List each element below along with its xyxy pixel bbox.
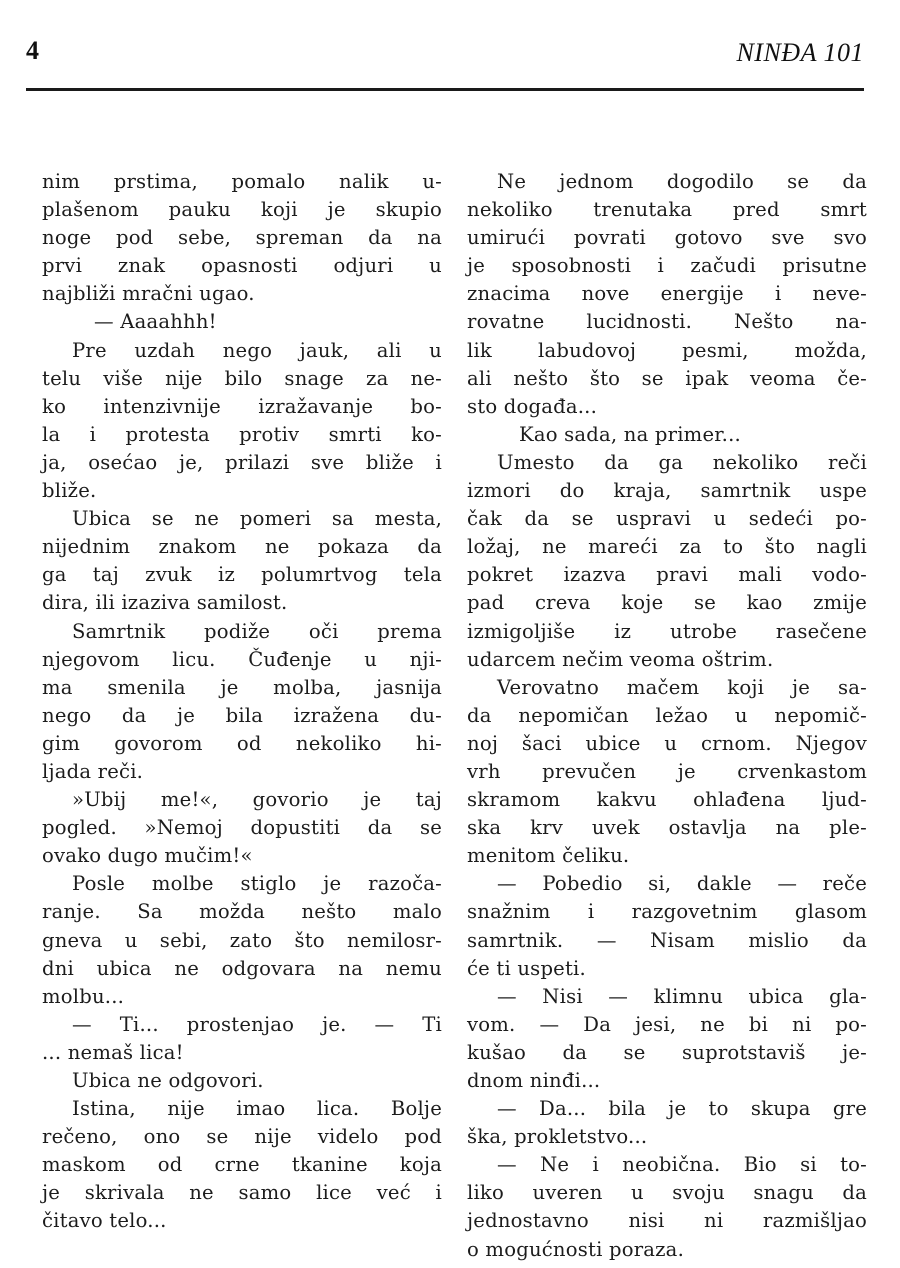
text-line: Ne jednom dogodilo se da <box>497 170 867 193</box>
text-line: čitavo telo... <box>42 1209 167 1233</box>
text-line: la i protesta protiv smrti ko- <box>42 422 442 446</box>
text-line: gim govorom od nekoliko hi- <box>42 731 442 755</box>
text-line: Pre uzdah nego jauk, ali u <box>72 338 442 362</box>
text-line: vom. — Da jesi, ne bi ni po- <box>467 1012 867 1036</box>
text-line: gneva u sebi, zato što nemilosr- <box>42 928 442 952</box>
text-line: samrtnik. — Nisam mislio da <box>467 928 867 952</box>
text-line: prvi znak opasnosti odjuri u <box>42 254 442 278</box>
text-line: pogled. »Nemoj dopustiti da se <box>42 816 442 840</box>
text-line: liko uveren u svoju snagu da <box>467 1181 867 1205</box>
text-line: Verovatno mačem koji je sa- <box>497 675 867 699</box>
text-line: najbliži mračni ugao. <box>42 282 255 306</box>
left-text-column <box>42 168 442 1236</box>
text-line: ranje. Sa možda nešto malo <box>42 900 442 924</box>
text-line: rečeno, ono se nije videlo pod <box>42 1125 442 1149</box>
text-line: — Ne i neobična. Bio si to- <box>497 1153 867 1177</box>
text-line: da nepomičan ležao u nepomič- <box>467 703 867 727</box>
text-line: njegovom licu. Čuđenje u nji- <box>42 647 442 671</box>
text-line: — Pobedio si, dakle — reče <box>497 872 867 896</box>
text-line: Istina, nije imao lica. Bolje <box>72 1097 442 1121</box>
text-line: telu više nije bilo snage za ne- <box>42 366 442 390</box>
page-number: 4 <box>26 36 39 65</box>
text-line: bliže. <box>42 479 97 503</box>
text-line: umirući povrati gotovo sve svo <box>467 226 867 250</box>
text-line: izmigoljiše iz utrobe rasečene <box>467 619 867 643</box>
text-line: ma smenila je molba, jasnija <box>42 675 442 699</box>
text-line: menitom čeliku. <box>467 844 630 868</box>
text-line: lik labudovoj pesmi, možda, <box>467 338 867 362</box>
text-line: Samrtnik podiže oči prema <box>72 619 442 643</box>
text-line: — Nisi — klimnu ubica gla- <box>497 984 867 1008</box>
text-line: ložaj, ne mareći za to što nagli <box>467 535 867 559</box>
text-line: Posle molbe stiglo je razoča- <box>72 872 442 896</box>
text-line: nego da je bila izražena du- <box>42 703 442 727</box>
text-line: vrh prevučen je crvenkastom <box>467 759 867 783</box>
right-text-column <box>467 168 867 1264</box>
text-line: ljada reči. <box>42 759 144 783</box>
header-rule <box>26 88 864 91</box>
text-line: ko intenzivnije izražavanje bo- <box>42 394 442 418</box>
text-line: udarcem nečim veoma oštrim. <box>467 647 774 671</box>
text-line: izmori do kraja, samrtnik uspe <box>467 479 867 503</box>
text-line: nijednim znakom ne pokaza da <box>42 535 442 559</box>
text-line: sto događa... <box>467 394 598 418</box>
text-line: snažnim i razgovetnim glasom <box>467 900 867 924</box>
text-line: skramom kakvu ohlađena ljud- <box>467 788 867 812</box>
text-line: dnom ninđi... <box>467 1069 601 1092</box>
text-line: čak da se uspravi u sedeći po- <box>467 507 867 531</box>
text-line: će ti uspeti. <box>467 956 586 980</box>
text-line: ska krv uvek ostavlja na ple- <box>467 816 867 840</box>
text-line: Ubica ne odgovori. <box>72 1069 264 1092</box>
text-line: »Ubij me!«, govorio je taj <box>72 788 442 812</box>
text-line: Umesto da ga nekoliko reči <box>497 450 867 474</box>
text-line: plašenom pauku koji je skupio <box>42 198 442 222</box>
text-line: Kao sada, na primer... <box>519 422 741 446</box>
text-line: — Da... bila je to skupa gre <box>497 1097 867 1121</box>
text-line: — Ti... prostenjao je. — Ti <box>72 1012 442 1036</box>
text-line: kušao da se suprotstaviš je- <box>467 1040 867 1064</box>
text-line: ... nemaš lica! <box>42 1040 184 1064</box>
text-line: ovako dugo mučim!« <box>42 844 253 868</box>
text-line: Ubica se ne pomeri sa mesta, <box>72 507 442 531</box>
text-line: — Aaaahhh! <box>94 310 217 334</box>
text-line: znacima nove energije i neve- <box>467 282 867 306</box>
text-line: ali nešto što se ipak veoma če- <box>467 366 867 390</box>
text-line: nekoliko trenutaka pred smrt <box>467 198 867 222</box>
text-line: molbu... <box>42 984 125 1008</box>
running-title: NINĐA 101 <box>736 38 864 67</box>
text-line: maskom od crne tkanine koja <box>42 1153 442 1177</box>
text-line: nim prstima, pomalo nalik u- <box>42 170 442 193</box>
text-line: ja, osećao je, prilazi sve bliže i <box>42 450 442 474</box>
text-line: ška, prokletstvo... <box>467 1125 648 1149</box>
page-header <box>26 30 864 70</box>
text-line: dni ubica ne odgovara na nemu <box>42 956 442 980</box>
text-line: pad creva koje se kao zmije <box>467 591 867 615</box>
text-line: je skrivala ne samo lice već i <box>42 1181 442 1205</box>
text-line: o mogućnosti poraza. <box>467 1237 684 1261</box>
text-line: ga taj zvuk iz polumrtvog tela <box>42 563 442 587</box>
text-line: jednostavno nisi ni razmišljao <box>467 1209 867 1233</box>
text-line: pokret izazva pravi mali vodo- <box>467 563 867 587</box>
text-line: je sposobnosti i začudi prisutne <box>467 254 867 278</box>
text-line: noj šaci ubice u crnom. Njegov <box>467 731 867 755</box>
text-line: noge pod sebe, spreman da na <box>42 226 442 250</box>
text-line: dira, ili izaziva samilost. <box>42 591 288 615</box>
text-line: rovatne lucidnosti. Nešto na- <box>467 310 867 334</box>
